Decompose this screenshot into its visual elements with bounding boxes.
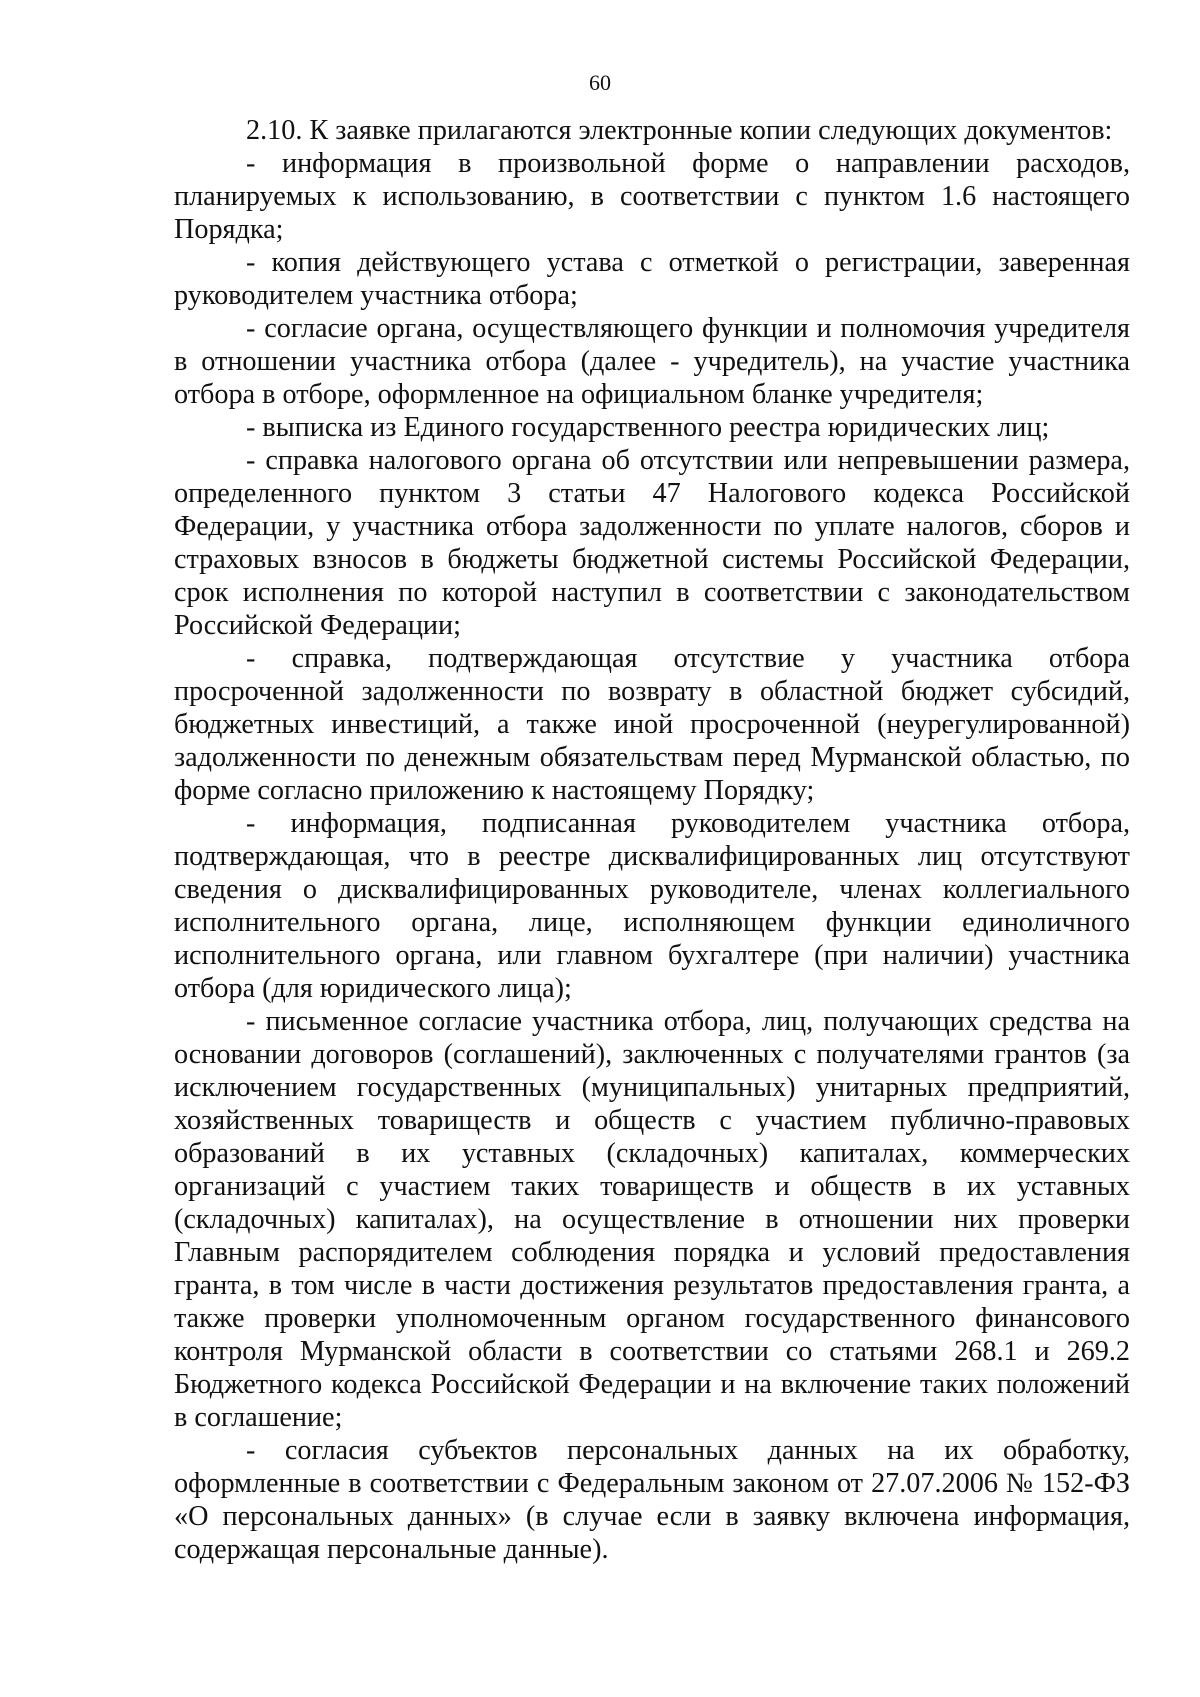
page-number: 60 bbox=[589, 70, 611, 95]
list-item-charter-copy: - копия действующего устава с отметкой о регистрации, заверенная руководителем участника отбора; bbox=[174, 247, 1130, 311]
list-item-debt-certificate: - справка, подтверждающая отсутствие у участника отбора просроченной задолженности по возврату в областной бюджет субсидий, бюджетных инвестиций, а также иной просроченной (неурегулированной) задолженности по денежным обязательствам перед Мурманской областью, по форме согласно приложению к настоящему Порядку; bbox=[174, 643, 1130, 806]
list-item-expenses-info: - информация в произвольной форме о направлении расходов, планируемых к использованию, в соответствии с пунктом 1.6 настоящего Порядка; bbox=[174, 148, 1130, 245]
list-item-personal-data-consent: - согласия субъектов персональных данных на их обработку, оформленные в соответствии с Федеральным законом от 27.07.2006 № 152-ФЗ «О персональных данных» (в случае если в заявку включена информация, содержащая персональные данные). bbox=[174, 1435, 1130, 1565]
list-item-founder-consent: - согласие органа, осуществляющего функции и полномочия учредителя в отношении участника отбора (далее - учредитель), на участие участника отбора в отборе, оформленное на официальном бланке учредителя; bbox=[174, 313, 1130, 410]
document-body bbox=[174, 114, 1130, 1566]
list-item-audit-consent: - письменное согласие участника отбора, лиц, получающих средства на основании договоров (соглашений), заключенных с получателями грантов (за исключением государственных (муниципальных) унитарных предприятий, хозяйственных товариществ и обществ с участием публично-правовых образований в их уставных (складочных) капиталах, коммерческих организаций с участием таких товариществ и обществ в их уставных (складочных) капиталах), на осуществление в отношении них проверки Главным распорядителем соблюдения порядка и условий предоставления гранта, в том числе в части достижения результатов предоставления гранта, а также проверки уполномоченным органом государственного финансового контроля Мурманской области в соответствии со статьями 268.1 и 269.2 Бюджетного кодекса Российской Федерации и на включение таких положений в соглашение; bbox=[174, 1006, 1130, 1433]
list-item-registry-extract: - выписка из Единого государственного реестра юридических лиц; bbox=[246, 412, 1050, 443]
paragraph-2-10-intro: 2.10. К заявке прилагаются электронные копии следующих документов: bbox=[246, 115, 1113, 146]
list-item-disqualification-info: - информация, подписанная руководителем участника отбора, подтверждающая, что в реестре дисквалифицированных лиц отсутствуют сведения о дисквалифицированных руководителе, членах коллегиального исполнительного органа, лице, исполняющем функции единоличного исполнительного органа, или главном бухгалтере (при наличии) участника отбора (для юридического лица); bbox=[174, 808, 1130, 1004]
list-item-tax-certificate: - справка налогового органа об отсутствии или непревышении размера, определенного пунктом 3 статьи 47 Налогового кодекса Российской Федерации, у участника отбора задолженности по уплате налогов, сборов и страховых взносов в бюджеты бюджетной системы Российской Федерации, срок исполнения по которой наступил в соответствии с законодательством Российской Федерации; bbox=[174, 445, 1130, 641]
